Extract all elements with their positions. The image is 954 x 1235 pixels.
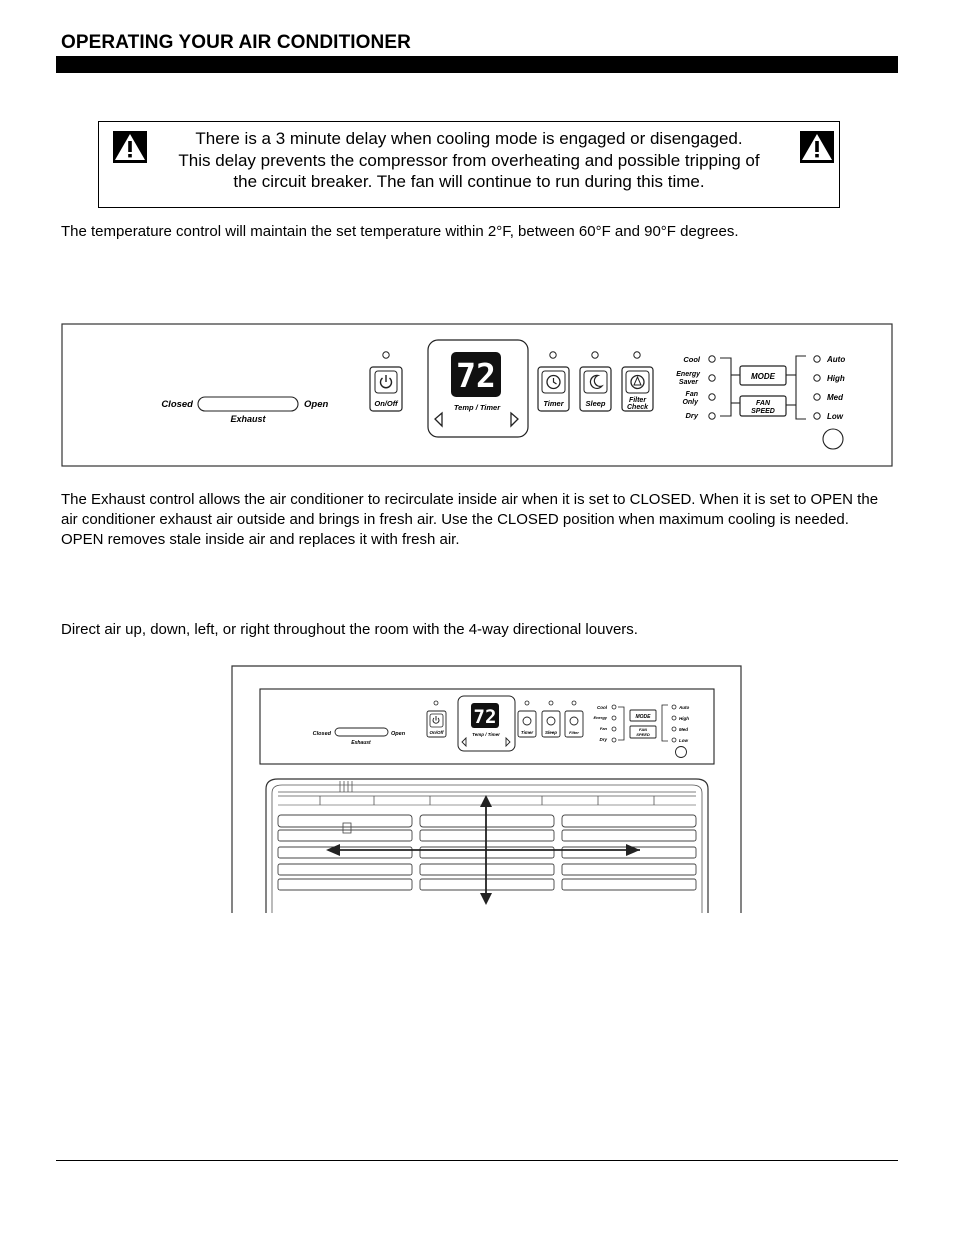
svg-text:Timer: Timer: [520, 730, 534, 735]
louvers-paragraph: Direct air up, down, left, or right throughout the room with the 4-way directional louvers.: [61, 621, 638, 638]
warning-triangle-icon: [800, 131, 834, 163]
mode-led-cool: [709, 356, 715, 362]
mode-led-fan-only: [709, 394, 715, 400]
footer-rule: [56, 1160, 898, 1161]
display-label: Temp / Timer: [453, 403, 501, 412]
mode-label-fan: Fan: [685, 391, 698, 398]
svg-text:Filter: Filter: [569, 730, 579, 735]
page-title: OPERATING YOUR AIR CONDITIONER: [61, 32, 411, 53]
exhaust-open-label: Open: [304, 399, 329, 410]
remote-sensor: [823, 429, 843, 449]
svg-text:Energy: Energy: [593, 715, 607, 720]
mode-label-saver: Saver: [678, 379, 698, 386]
louver-unit-illustration: [230, 665, 743, 915]
fan-speed-label-line-2: SPEED: [751, 408, 775, 415]
mini-display-value: 72: [473, 706, 497, 728]
power-indicator-led: [383, 352, 389, 358]
warning-message: [147, 128, 791, 193]
speed-led-auto: [814, 356, 820, 362]
svg-text:Sleep: Sleep: [544, 730, 558, 735]
mode-label-dry: Dry: [685, 411, 698, 420]
mini-exhaust-open: Open: [391, 731, 406, 737]
svg-text:Cool: Cool: [597, 705, 607, 710]
svg-text:Med: Med: [679, 727, 688, 732]
speed-label-high: High: [827, 374, 845, 383]
mode-led-energy-saver: [709, 375, 715, 381]
speed-led-med: [814, 394, 820, 400]
speed-led-low: [814, 413, 820, 419]
mode-led-dry: [709, 413, 715, 419]
mode-button-label: MODE: [751, 372, 775, 381]
speed-label-low: Low: [827, 412, 843, 421]
svg-text:High: High: [679, 716, 689, 721]
speed-label-med: Med: [827, 393, 843, 402]
mode-label-only: Only: [682, 399, 698, 406]
fan-speed-label-line-1: FAN: [756, 400, 770, 407]
mode-label-energy: Energy: [676, 371, 700, 378]
mini-exhaust-closed: Closed: [312, 731, 331, 737]
filter-label-line-2: Check: [626, 404, 649, 411]
exhaust-slider[interactable]: [198, 397, 298, 411]
timer-button-label: Timer: [543, 399, 564, 408]
louver-direction-arrows-icon: [326, 795, 640, 905]
power-button-label: On/Off: [374, 399, 398, 408]
exhaust-label: Exhaust: [230, 414, 266, 424]
warning-box: [98, 121, 840, 208]
svg-text:MODE: MODE: [635, 714, 651, 720]
warning-triangle-icon: [113, 131, 147, 163]
mini-exhaust-label: Exhaust: [351, 740, 371, 746]
sleep-button-label: Sleep: [585, 399, 606, 408]
svg-text:Fan: Fan: [599, 726, 607, 731]
display-value: 72: [456, 356, 496, 395]
exhaust-paragraph: The Exhaust control allows the air conditioner to recirculate inside air when it is set to CLOSED. When it is set to OPEN the air conditioner exhaust air outside and brings in fresh air. Use the CLOSED position when maximum cooling is needed. OPEN removes stale inside air and replaces it with fresh air.: [61, 491, 879, 548]
svg-text:SPEED: SPEED: [636, 732, 650, 737]
warning-line-3: the circuit breaker. The fan will continue to run during this time.: [233, 172, 705, 191]
svg-text:Dry: Dry: [599, 737, 607, 742]
control-panel-illustration: [61, 323, 893, 468]
temperature-paragraph: The temperature control will maintain the set temperature within 2°F, between 60°F and 90°F degrees.: [61, 223, 739, 240]
title-underline-bar: [56, 56, 898, 73]
speed-label-auto: Auto: [827, 355, 846, 364]
svg-text:FAN: FAN: [639, 727, 647, 732]
svg-text:Temp / Timer: Temp / Timer: [472, 732, 500, 737]
svg-text:Low: Low: [679, 738, 688, 743]
warning-line-2: This delay prevents the compressor from overheating and possible tripping of: [178, 150, 760, 170]
svg-text:Auto: Auto: [679, 705, 690, 710]
exhaust-closed-label: Closed: [161, 399, 193, 410]
warning-line-1: There is a 3 minute delay when cooling mode is engaged or disengaged.: [195, 129, 743, 148]
speed-led-high: [814, 375, 820, 381]
mode-label-cool: Cool: [683, 355, 700, 364]
filter-label-line-1: Filter: [628, 397, 647, 404]
svg-text:On/Off: On/Off: [429, 730, 444, 735]
